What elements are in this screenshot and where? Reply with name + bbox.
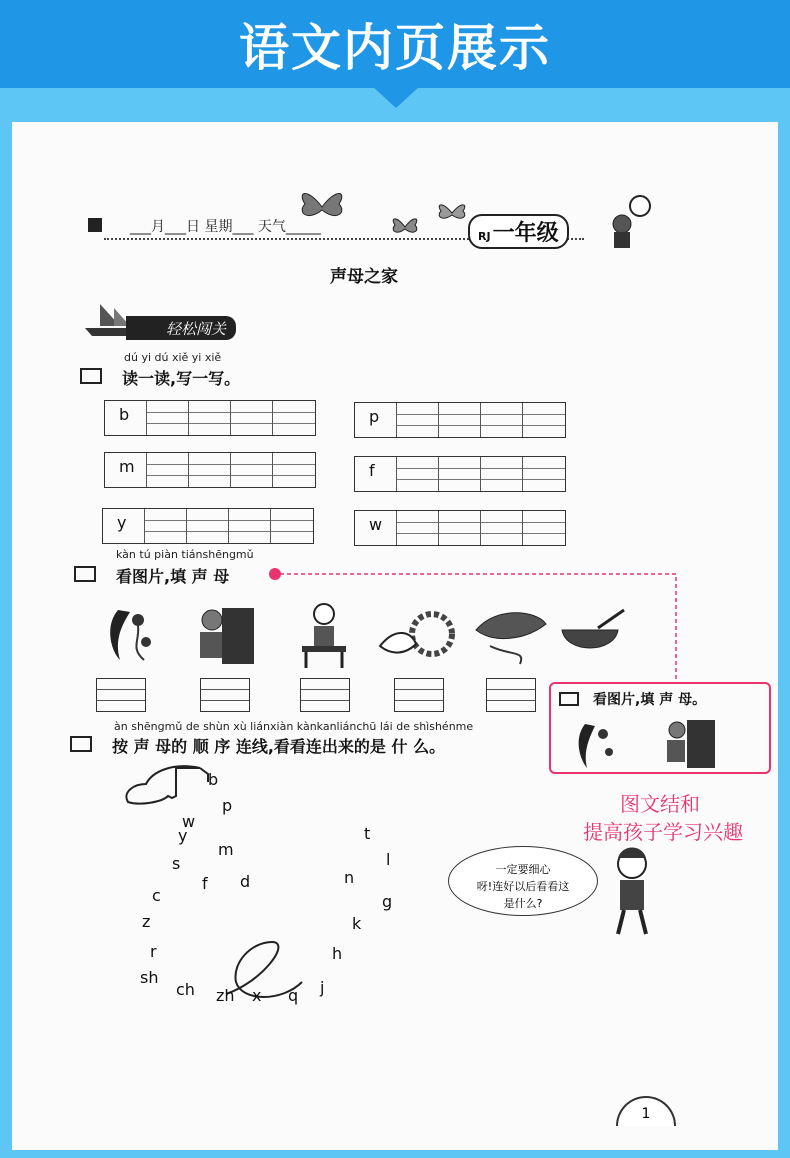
grid-cell[interactable] [189, 453, 231, 487]
callout-piano-icon [661, 716, 721, 772]
grid-cell[interactable] [523, 457, 565, 491]
dot-label: n [344, 868, 355, 887]
answer-box[interactable] [96, 678, 146, 712]
grid-letter: b [105, 401, 147, 435]
grid-cell[interactable] [439, 457, 481, 491]
grid-cell[interactable] [481, 457, 523, 491]
callout-caption-line2: 提高孩子学习兴趣 [583, 820, 743, 844]
writing-grid[interactable] [354, 402, 566, 438]
q1-text: 读一读,写一写。 [122, 369, 241, 388]
dot-label: j [320, 978, 325, 997]
q3-number-box [70, 736, 92, 752]
grade-label: 一年级 [492, 221, 559, 246]
grid-cell[interactable] [231, 453, 273, 487]
answer-box[interactable] [486, 678, 536, 712]
writing-grid[interactable] [354, 510, 566, 546]
dot-label: g [382, 892, 393, 911]
grid-cell[interactable] [271, 509, 313, 543]
grid-cell[interactable] [273, 401, 315, 435]
grid-cell[interactable] [231, 401, 273, 435]
dot-label: d [240, 872, 251, 891]
dot-label: q [288, 986, 299, 1005]
grid-cell[interactable] [189, 401, 231, 435]
butterfly-small-icon [390, 212, 420, 242]
grid-letter: y [103, 509, 145, 543]
grid-cell[interactable] [439, 511, 481, 545]
dot-label: sh [140, 968, 159, 987]
writing-grid[interactable] [102, 508, 314, 544]
grid-cell[interactable] [523, 511, 565, 545]
grid-letter: m [105, 453, 147, 487]
answer-box[interactable] [394, 678, 444, 712]
section-tag: 轻松闯关 [126, 316, 236, 340]
writing-grid[interactable] [104, 400, 316, 436]
grid-cell[interactable] [439, 403, 481, 437]
speech-line-2: 呀!连好以后看看这 [476, 880, 570, 893]
butterfly-small-icon-2 [436, 198, 468, 228]
grid-cell[interactable] [523, 403, 565, 437]
dot-label: x [252, 986, 262, 1005]
grade-badge [468, 214, 569, 249]
page-number: 1 [616, 1096, 676, 1126]
dot-label: h [332, 944, 343, 963]
answer-box[interactable] [200, 678, 250, 712]
dot-label: y [178, 826, 188, 845]
publisher-tag: RJ [478, 230, 491, 243]
q2-pinyin: kàn tú piàn tiánshēngmǔ [116, 548, 254, 561]
grid-letter: w [355, 511, 397, 545]
grid-cell[interactable] [187, 509, 229, 543]
top-banner [0, 0, 790, 88]
dove-wreath-icon [376, 606, 456, 670]
dot-label: m [218, 840, 234, 859]
grid-cell[interactable] [147, 401, 189, 435]
piano-player-icon [192, 602, 262, 670]
butterfly-icon [297, 182, 347, 232]
boy-on-chair-icon [294, 600, 354, 670]
q1-number-box [80, 368, 102, 384]
banner-arrow-icon [372, 86, 420, 108]
dot-label: t [364, 824, 371, 843]
grid-letter: p [355, 403, 397, 437]
date-line: ___月___日 星期___ 天气_____ [130, 219, 321, 235]
q2-number-box [74, 566, 96, 582]
callout-tadpole-icon [571, 718, 631, 772]
leaf-icon [470, 606, 550, 666]
grid-cell[interactable] [229, 509, 271, 543]
grid-cell[interactable] [273, 453, 315, 487]
callout-text: 看图片,填 声 母。 [593, 692, 707, 708]
dot-label: k [352, 914, 362, 933]
callout-box [549, 682, 771, 774]
q3-pinyin: àn shēngmǔ de shùn xù liánxiàn kànkanliánchū lái de shìshénme [114, 720, 474, 733]
tadpole-picture-icon [100, 600, 170, 670]
writing-grid[interactable] [354, 456, 566, 492]
lesson-title: 声母之家 [330, 267, 398, 287]
q2-text: 看图片,填 声 母 [116, 567, 230, 586]
speech-line-3: 是什么? [503, 897, 543, 910]
grid-letter: f [355, 457, 397, 491]
callout-number-box [559, 692, 579, 706]
dot-label: r [150, 942, 157, 961]
dot-label: f [202, 874, 208, 893]
grid-cell[interactable] [397, 457, 439, 491]
grid-cell[interactable] [147, 453, 189, 487]
header-square-icon [88, 218, 102, 232]
grid-cell[interactable] [397, 403, 439, 437]
grid-cell[interactable] [481, 403, 523, 437]
dot-label: p [222, 796, 233, 815]
speech-line-1: 一定要细心 [495, 863, 551, 876]
answer-box[interactable] [300, 678, 350, 712]
soccer-kid-icon [602, 192, 662, 252]
girl-character-icon [602, 844, 662, 940]
grid-cell[interactable] [397, 511, 439, 545]
dot-label: zh [216, 986, 235, 1005]
workbook-page [12, 122, 778, 1150]
dot-label: ch [176, 980, 195, 999]
speech-bubble [448, 846, 598, 916]
dot-label: c [152, 886, 161, 905]
banner-title: 语文内页展示 [239, 19, 551, 77]
wok-icon [558, 606, 628, 666]
callout-caption-line1: 图文结和 [620, 792, 700, 816]
writing-grid[interactable] [104, 452, 316, 488]
grid-cell[interactable] [145, 509, 187, 543]
dot-label: s [172, 854, 181, 873]
dot-label: w [182, 812, 196, 831]
dot-label: l [386, 850, 391, 869]
dot-label: z [142, 912, 151, 931]
q1-pinyin: dú yi dú xiě yi xiě [124, 351, 222, 364]
q3-text: 按 声 母的 顺 序 连线,看看连出来的是 什 么。 [112, 737, 446, 756]
grid-cell[interactable] [481, 511, 523, 545]
dot-label: b [208, 770, 219, 789]
